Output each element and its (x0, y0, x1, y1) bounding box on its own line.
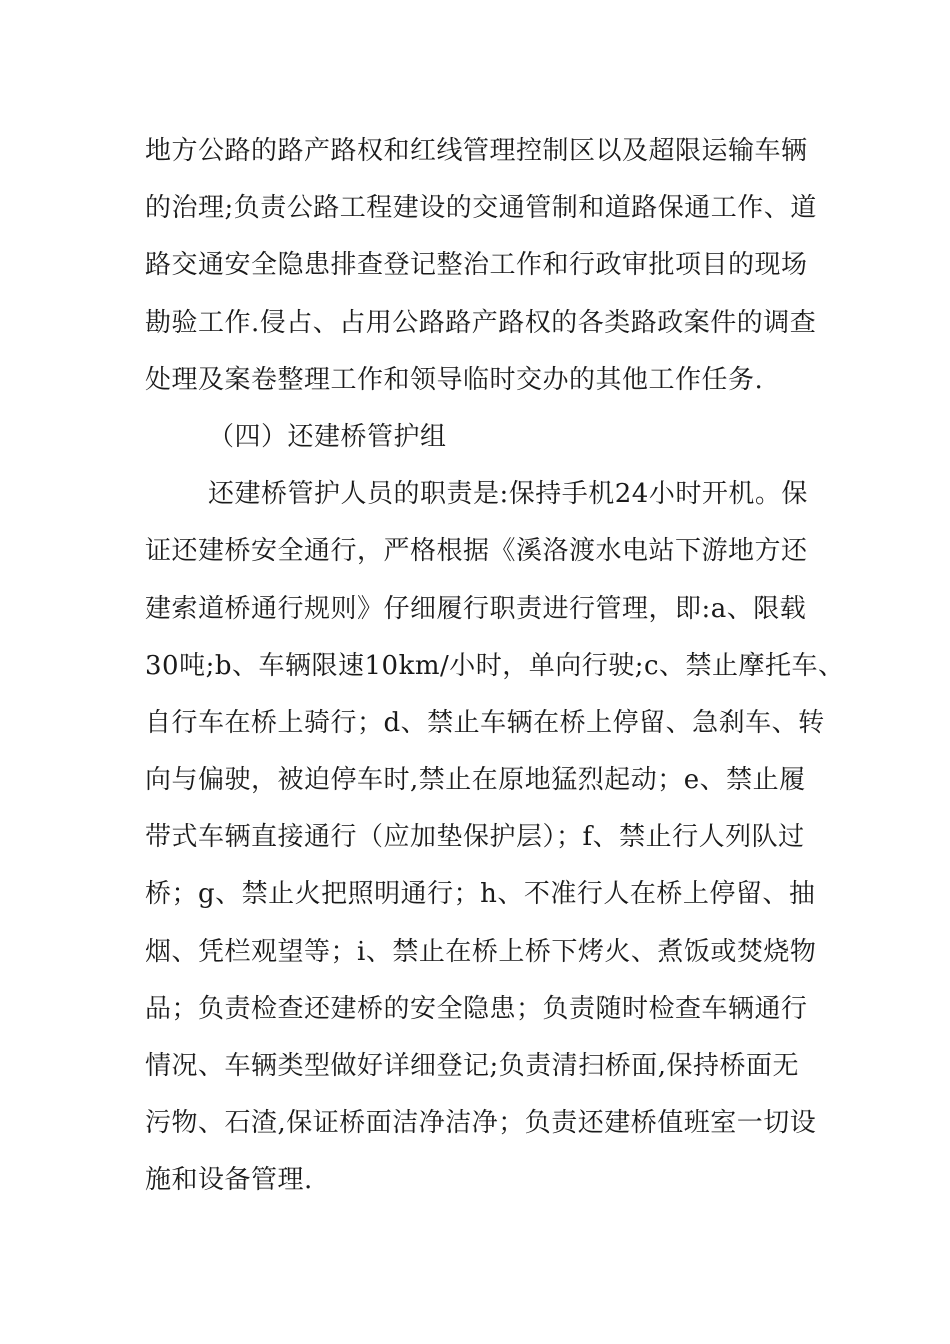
text-line: 还建桥管护人员的职责是:保持手机24小时开机。保 (208, 479, 808, 510)
text-line: 烟、凭栏观望等；i、禁止在桥上桥下烤火、煮饭或焚烧物 (145, 936, 817, 967)
text-line: 证还建桥安全通行，严格根据《溪洛渡水电站下游地方还 (145, 536, 808, 567)
text-line: 路交通安全隐患排查登记整治工作和行政审批项目的现场 (145, 250, 808, 281)
text-line: 桥；g、禁止火把照明通行；h、不准行人在桥上停留、抽 (145, 879, 816, 910)
text-line: 向与偏驶，被迫停车时,禁止在原地猛烈起动；e、禁止履 (145, 765, 806, 796)
text-line: 的治理;负责公路工程建设的交通管制和道路保通工作、道 (145, 193, 817, 224)
document-body (145, 123, 845, 1210)
text-line: 品；负责检查还建桥的安全隐患；负责随时检查车辆通行 (145, 993, 808, 1024)
text-line: 勘验工作.侵占、占用公路路产路权的各类路政案件的调查 (145, 307, 817, 338)
text-line: 带式车辆直接通行（应加垫保护层）；f、禁止行人列队过 (145, 822, 805, 853)
text-line: 情况、车辆类型做好详细登记;负责清扫桥面,保持桥面无 (145, 1051, 800, 1081)
text-line: 30吨;b、车辆限速10km/小时，单向行驶;c、禁止摩托车、 (145, 650, 845, 681)
text-line: 污物、石渣,保证桥面洁净洁净；负责还建桥值班室一切设 (145, 1108, 817, 1139)
section-heading: （四）还建桥管护组 (208, 421, 447, 452)
text-line: 处理及案卷整理工作和领导临时交办的其他工作任务. (145, 364, 764, 395)
text-line: 自行车在桥上骑行；d、禁止车辆在桥上停留、急刹车、转 (145, 707, 825, 738)
text-line: 施和设备管理. (145, 1165, 313, 1196)
text-line: 建索道桥通行规则》仔细履行职责进行管理，即:a、限载 (145, 593, 807, 624)
text-line: 地方公路的路产路权和红线管理控制区以及超限运输车辆 (145, 136, 808, 166)
